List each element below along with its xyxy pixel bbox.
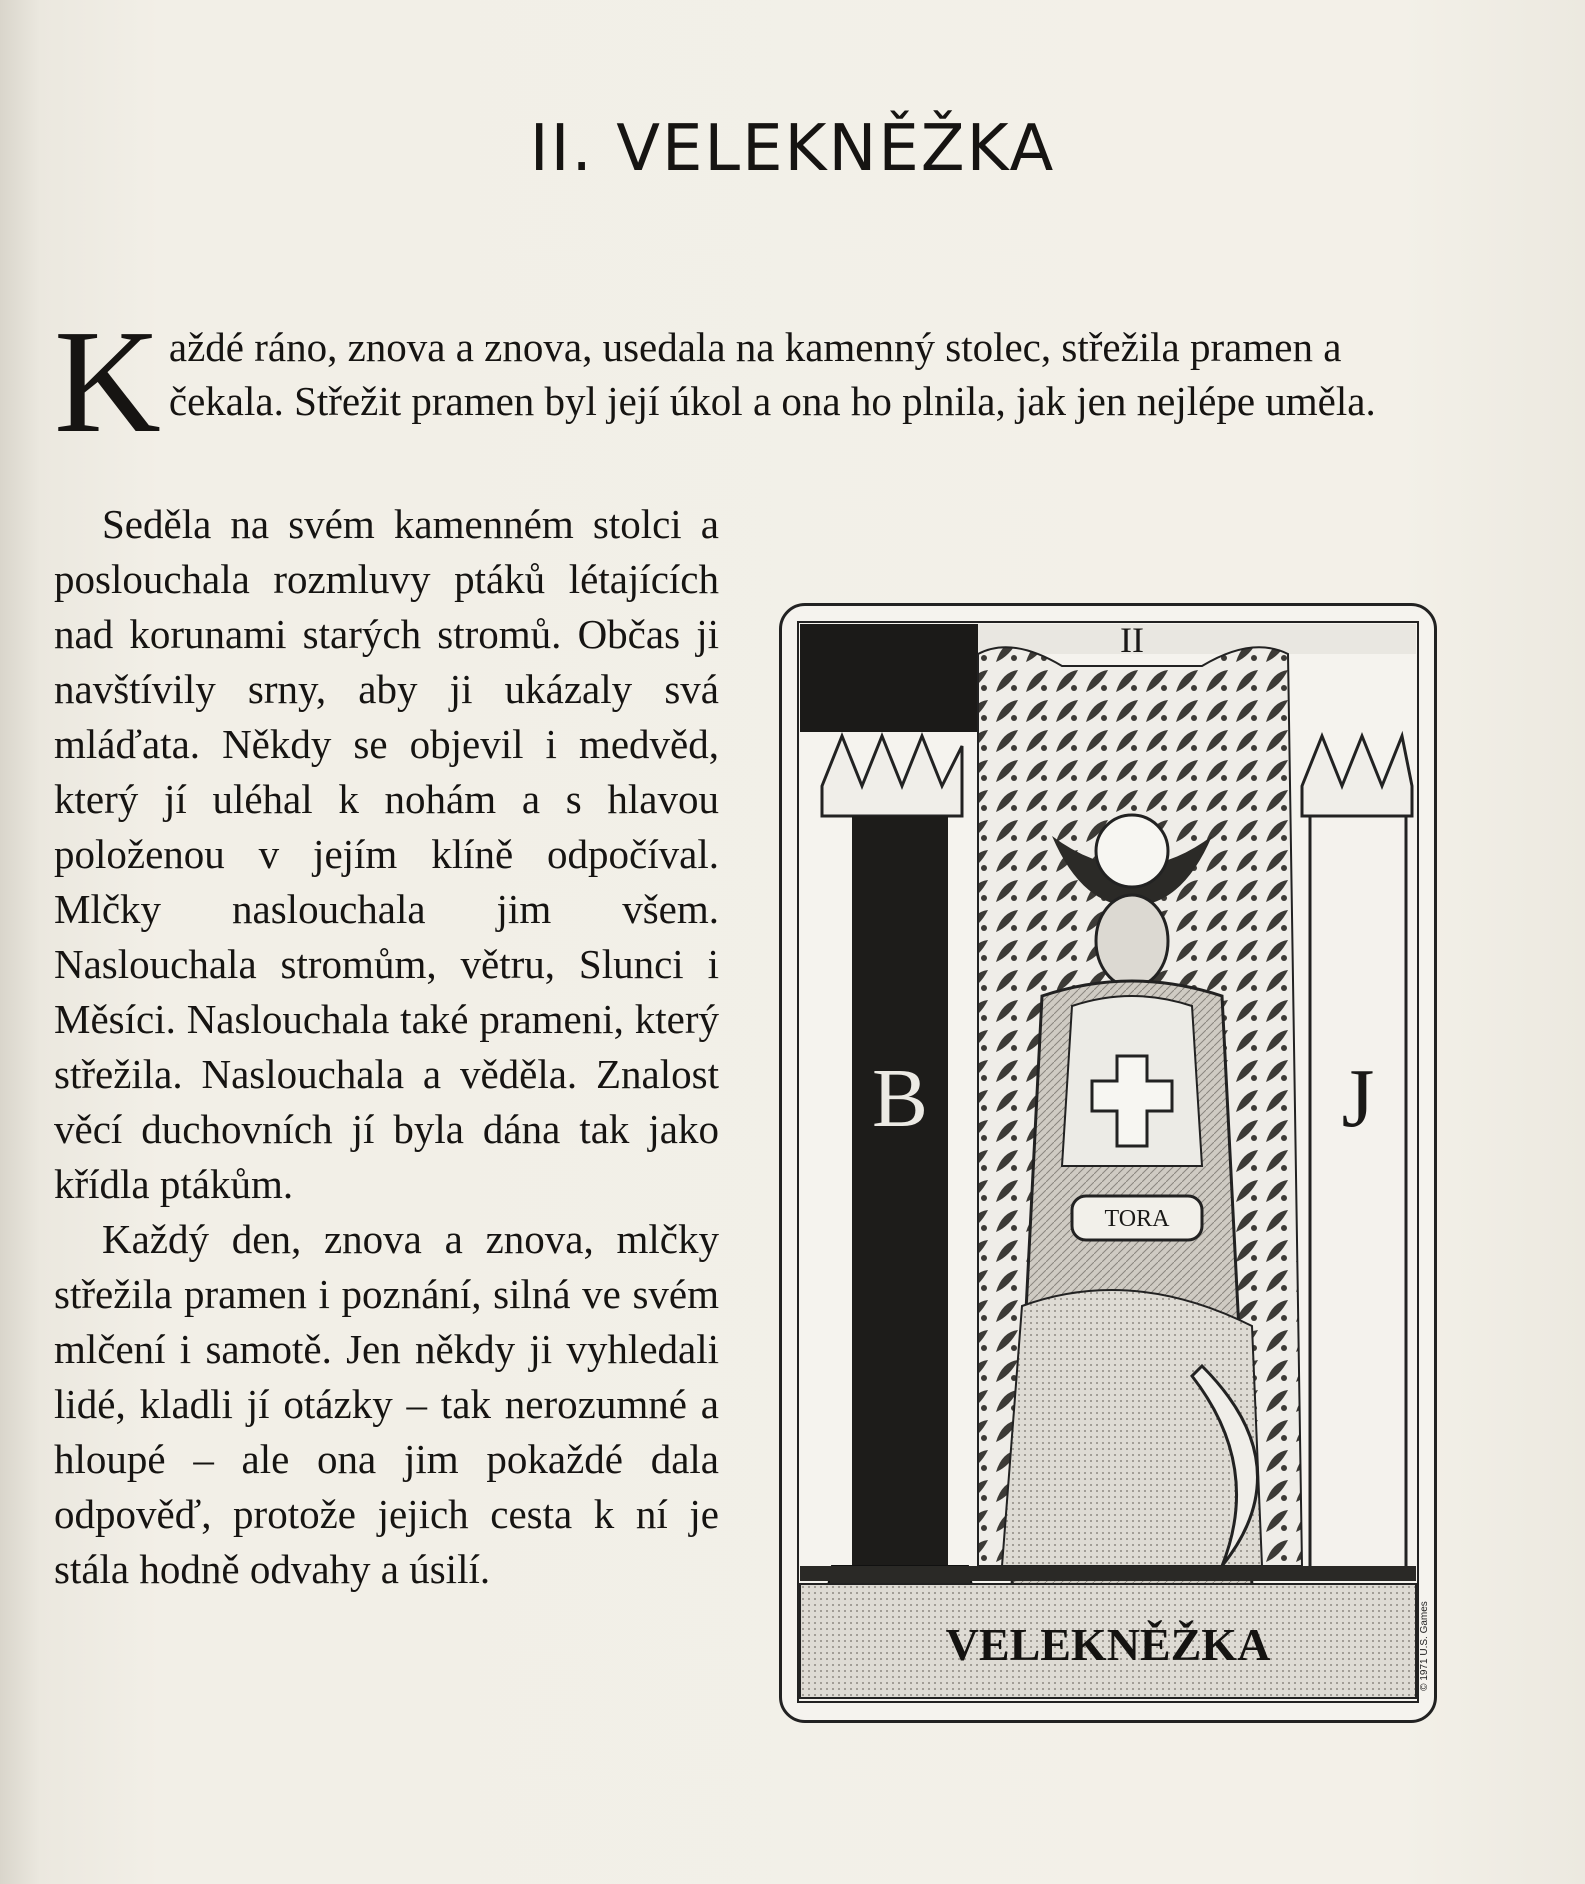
scroll-text: TORA [1104,1206,1170,1232]
paragraph-2: Každý den, znova a znova, mlčky střežila pramen i poznání, silná ve svém mlčení i samotě. Jen někdy ji vyhledali lidé, kladli jí otázky – tak nerozumné a hloupé – ale ona jim pokaždé dala odpověď, protože jejich cesta k ní je stála hodně odvahy a úsilí. [54,1216,719,1592]
paragraph-1: Seděla na svém kamenném stolci a poslouchala rozmluvy ptáků létajících nad korunami starých stromů. Občas ji navštívily srny, aby ji ukázaly svá mláďata. Někdy se objevil i medvěd, který jí uléhal k nohám a s hlavou položenou v jejím klíně odpočíval. Mlčky naslouchala jim všem. Naslouchala stromům, větru, Slunci i Měsíci. Naslouchala také prameni, který střežila. Naslouchala a věděla. Znalost věcí duchovních jí byla dána tak jako křídla ptákům. [54,501,719,1207]
intro-paragraph [54,300,1424,464]
intro-text: aždé ráno, znova a znova, usedala na kamenný stolec, střežila pramen a čekala. Střežit pramen byl její úkol a ona ho plnila, jak jen nejlépe uměla. [168,324,1376,424]
tarot-card [779,603,1437,1723]
pillar-letter-j: J [1341,1052,1375,1145]
chapter-title: II. VELEKNĚŽKA [529,112,1056,186]
card-name: VELEKNĚŽKA [945,1619,1271,1670]
tarot-card-illustration [782,606,1434,1720]
card-copyright: © 1971 U.S. Games [1419,1601,1430,1691]
text-column [54,497,719,1597]
drop-cap: K [54,300,161,464]
card-numeral: II [1120,620,1144,660]
pillar-letter-b: B [871,1052,929,1145]
